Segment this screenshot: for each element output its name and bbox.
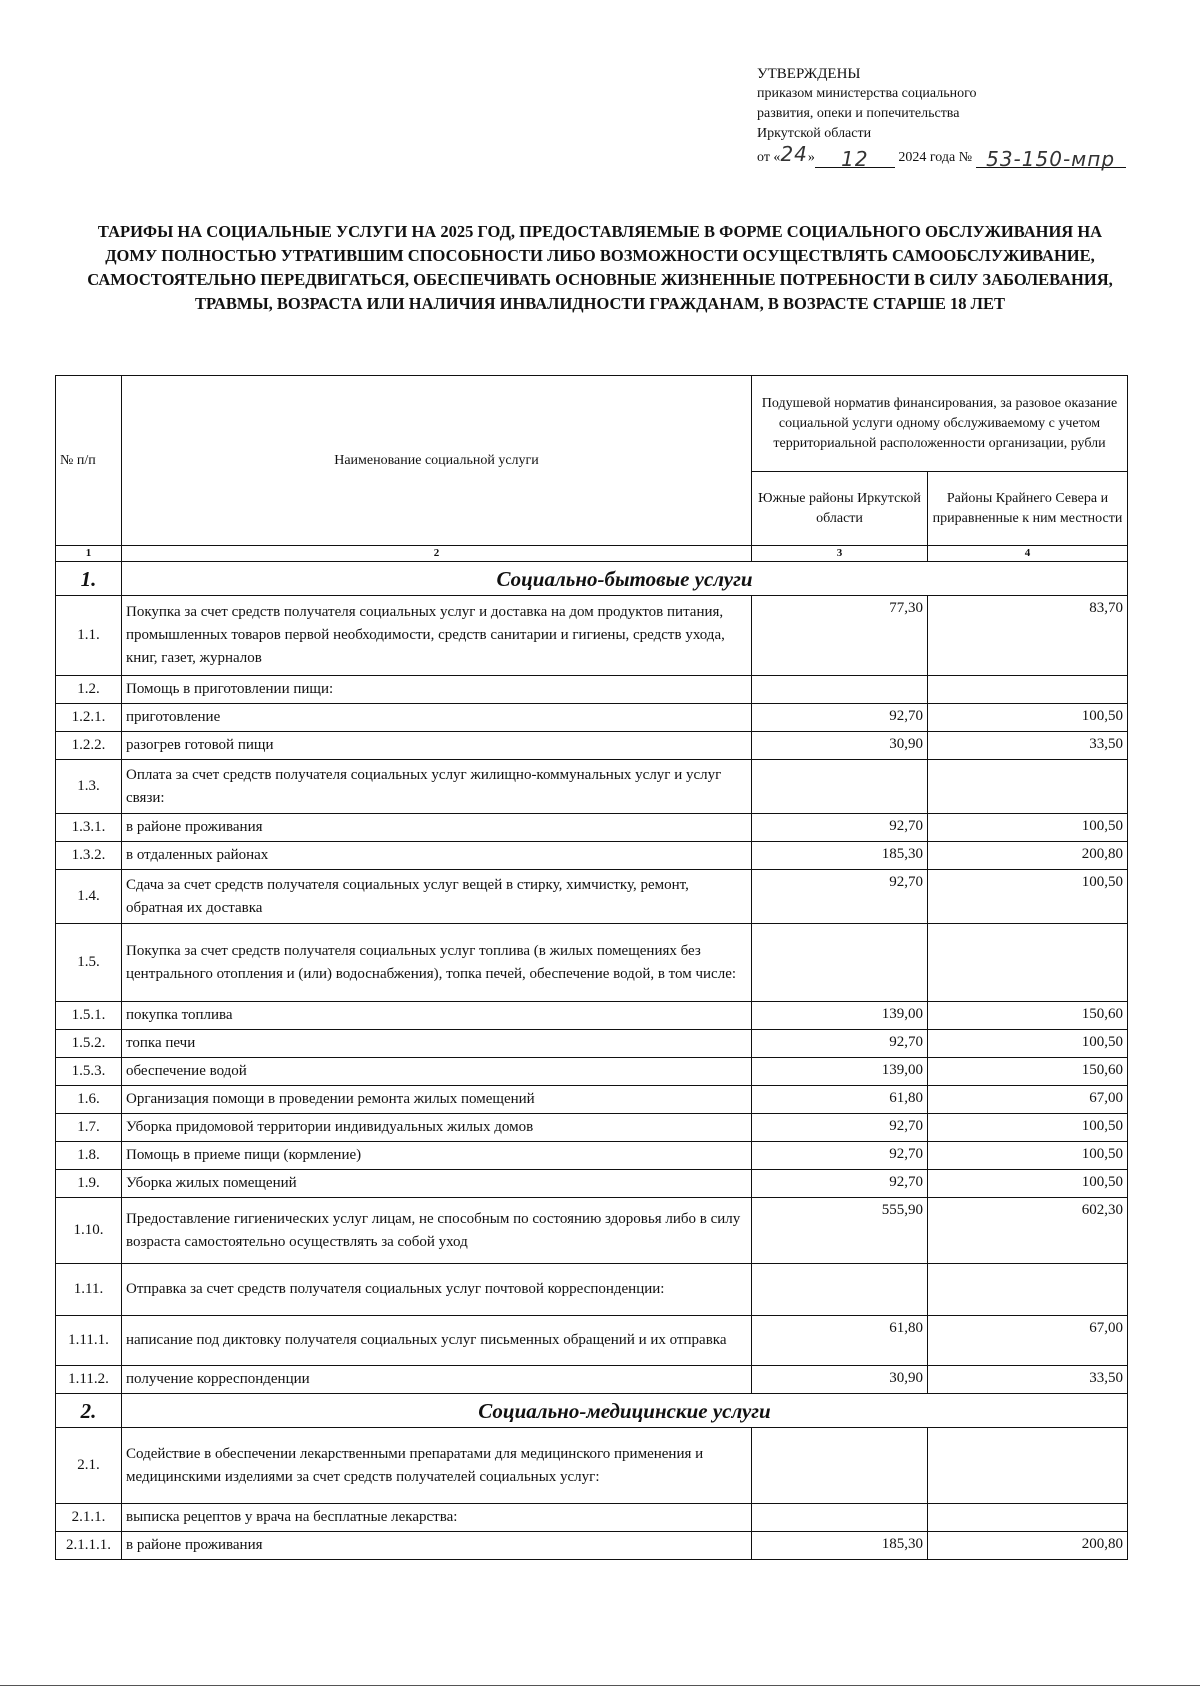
date-prefix: от « bbox=[757, 150, 781, 165]
approval-line-1: приказом министерства социального bbox=[757, 86, 977, 101]
tariff-north: 150,60 bbox=[928, 1002, 1128, 1030]
tariff-north: 100,50 bbox=[928, 704, 1128, 732]
table-row bbox=[56, 1504, 1128, 1532]
tariff-south: 92,70 bbox=[752, 1114, 928, 1142]
row-number: 1.1. bbox=[56, 596, 122, 676]
row-number: 1.6. bbox=[56, 1086, 122, 1114]
row-number: 1.2.1. bbox=[56, 704, 122, 732]
document-title: ТАРИФЫ НА СОЦИАЛЬНЫЕ УСЛУГИ НА 2025 ГОД, ПРЕДОСТАВЛЯЕМЫЕ В ФОРМЕ СОЦИАЛЬНОГО ОБСЛУЖИВАНИЯ НА ДОМУ ПОЛНОСТЬЮ УТРАТИВШИМ СПОСОБНОСТИ ЛИБО ВОЗМОЖНОСТИ ОСУЩЕСТВЛЯТЬ САМООБСЛУЖИВАНИЕ, САМОСТОЯТЕЛЬНО ПЕРЕДВИГАТЬСЯ, ОБЕСПЕЧИВАТЬ ОСНОВНЫЕ ЖИЗНЕННЫЕ ПОТРЕБНОСТИ В СИЛУ ЗАБОЛЕВАНИЯ, ТРАВМЫ, ВОЗРАСТА ИЛИ НАЛИЧИЯ ИНВАЛИДНОСТИ ГРАЖДАНАМ, В ВОЗРАСТЕ СТАРШЕ 18 ЛЕТ bbox=[87, 222, 1113, 313]
tariff-south: 185,30 bbox=[752, 1532, 928, 1560]
header-num: № п/п bbox=[56, 376, 122, 546]
service-name: Помощь в приеме пищи (кормление) bbox=[122, 1142, 752, 1170]
service-name: обеспечение водой bbox=[122, 1058, 752, 1086]
header-numbers-row bbox=[56, 546, 1128, 562]
tariff-south: 92,70 bbox=[752, 1170, 928, 1198]
row-number: 2.1.1. bbox=[56, 1504, 122, 1532]
row-number: 1.5.2. bbox=[56, 1030, 122, 1058]
tariff-south: 61,80 bbox=[752, 1086, 928, 1114]
tariff-north: 83,70 bbox=[928, 596, 1128, 676]
table-row bbox=[56, 814, 1128, 842]
tariff-south bbox=[752, 1504, 928, 1532]
approval-date-line bbox=[757, 142, 1177, 171]
section-number: 2. bbox=[56, 1394, 122, 1428]
date-month-blank bbox=[815, 147, 895, 171]
tariff-north: 602,30 bbox=[928, 1198, 1128, 1264]
service-name: получение корреспонденции bbox=[122, 1366, 752, 1394]
section-number: 1. bbox=[56, 562, 122, 596]
service-name: разогрев готовой пищи bbox=[122, 732, 752, 760]
service-name: выписка рецептов у врача на бесплатные лекарства: bbox=[122, 1504, 752, 1532]
tariff-south: 139,00 bbox=[752, 1002, 928, 1030]
table-row bbox=[56, 676, 1128, 704]
table-row bbox=[56, 760, 1128, 814]
row-number: 1.9. bbox=[56, 1170, 122, 1198]
order-number-blank bbox=[976, 147, 1126, 171]
tariff-north: 100,50 bbox=[928, 814, 1128, 842]
tariff-north: 67,00 bbox=[928, 1086, 1128, 1114]
row-number: 1.7. bbox=[56, 1114, 122, 1142]
tariff-south bbox=[752, 1428, 928, 1504]
approval-line-3: Иркутской области bbox=[757, 126, 872, 141]
tariff-table bbox=[55, 375, 1128, 1560]
tariff-south bbox=[752, 676, 928, 704]
header-col-number: 2 bbox=[122, 546, 752, 562]
approval-line-2: развития, опеки и попечительства bbox=[757, 106, 960, 121]
service-name: написание под диктовку получателя социальных услуг письменных обращений и их отправка bbox=[122, 1316, 752, 1366]
tariff-south bbox=[752, 924, 928, 1002]
header-col-number: 4 bbox=[928, 546, 1128, 562]
tariff-north bbox=[928, 1504, 1128, 1532]
service-name: Организация помощи в проведении ремонта жилых помещений bbox=[122, 1086, 752, 1114]
table-row bbox=[56, 1142, 1128, 1170]
table-row bbox=[56, 1532, 1128, 1560]
row-number: 1.4. bbox=[56, 870, 122, 924]
section-row bbox=[56, 562, 1128, 596]
service-name: Отправка за счет средств получателя социальных услуг почтовой корреспонденции: bbox=[122, 1264, 752, 1316]
tariff-north bbox=[928, 760, 1128, 814]
tariff-south: 185,30 bbox=[752, 842, 928, 870]
tariff-south bbox=[752, 1264, 928, 1316]
bottom-divider bbox=[0, 1685, 1200, 1686]
tariff-north bbox=[928, 924, 1128, 1002]
header-south: Южные районы Иркутской области bbox=[752, 472, 928, 546]
table-row bbox=[56, 1086, 1128, 1114]
header-norm: Подушевой норматив финансирования, за разовое оказание социальной услуги одному обслуживаемому с учетом территориальной расположенности организации, рубли bbox=[752, 376, 1128, 472]
row-number: 1.3. bbox=[56, 760, 122, 814]
tariff-north bbox=[928, 676, 1128, 704]
service-name: в районе проживания bbox=[122, 814, 752, 842]
table-row bbox=[56, 1030, 1128, 1058]
section-title: Социально-медицинские услуги bbox=[122, 1394, 1128, 1428]
service-name: Помощь в приготовлении пищи: bbox=[122, 676, 752, 704]
service-name: Содействие в обеспечении лекарственными препаратами для медицинского применения и медицинскими изделиями за счет средств получателей социальных услуг: bbox=[122, 1428, 752, 1504]
tariff-north bbox=[928, 1428, 1128, 1504]
service-name: Уборка придомовой территории индивидуальных жилых домов bbox=[122, 1114, 752, 1142]
row-number: 2.1.1.1. bbox=[56, 1532, 122, 1560]
tariff-north: 33,50 bbox=[928, 1366, 1128, 1394]
section-row bbox=[56, 1394, 1128, 1428]
row-number: 1.2.2. bbox=[56, 732, 122, 760]
tariff-north: 200,80 bbox=[928, 842, 1128, 870]
section-title: Социально-бытовые услуги bbox=[122, 562, 1128, 596]
date-month: 12 bbox=[841, 147, 869, 171]
tariff-south: 92,70 bbox=[752, 870, 928, 924]
tariff-south bbox=[752, 760, 928, 814]
table-row bbox=[56, 924, 1128, 1002]
tariff-north: 100,50 bbox=[928, 1114, 1128, 1142]
service-name: Покупка за счет средств получателя социальных услуг топлива (в жилых помещениях без центрального отопления и (или) водоснабжения), топка печей, обеспечение водой, в том числе: bbox=[122, 924, 752, 1002]
service-name: Сдача за счет средств получателя социальных услуг вещей в стирку, химчистку, ремонт, обратная их доставка bbox=[122, 870, 752, 924]
table-row bbox=[56, 1428, 1128, 1504]
tariff-north: 33,50 bbox=[928, 732, 1128, 760]
service-name: в районе проживания bbox=[122, 1532, 752, 1560]
table-row bbox=[56, 1316, 1128, 1366]
table-row bbox=[56, 1366, 1128, 1394]
date-day: 24 bbox=[780, 142, 808, 166]
row-number: 1.5.3. bbox=[56, 1058, 122, 1086]
row-number: 1.5. bbox=[56, 924, 122, 1002]
header-col-number: 3 bbox=[752, 546, 928, 562]
row-number: 1.3.1. bbox=[56, 814, 122, 842]
row-number: 1.11. bbox=[56, 1264, 122, 1316]
service-name: Оплата за счет средств получателя социальных услуг жилищно-коммунальных услуг и услуг связи: bbox=[122, 760, 752, 814]
row-number: 1.11.1. bbox=[56, 1316, 122, 1366]
tariff-south: 139,00 bbox=[752, 1058, 928, 1086]
table-row bbox=[56, 1170, 1128, 1198]
row-number: 1.8. bbox=[56, 1142, 122, 1170]
table-row bbox=[56, 870, 1128, 924]
header-col-number: 1 bbox=[56, 546, 122, 562]
tariff-south: 30,90 bbox=[752, 1366, 928, 1394]
tariff-south: 30,90 bbox=[752, 732, 928, 760]
service-name: Предоставление гигиенических услуг лицам, не способным по состоянию здоровья либо в силу возраста самостоятельно осуществлять за собой уход bbox=[122, 1198, 752, 1264]
date-year: 2024 года № bbox=[898, 150, 973, 165]
service-name: покупка топлива bbox=[122, 1002, 752, 1030]
tariff-north: 100,50 bbox=[928, 1030, 1128, 1058]
header-name: Наименование социальной услуги bbox=[122, 376, 752, 546]
table-row bbox=[56, 1264, 1128, 1316]
service-name: в отдаленных районах bbox=[122, 842, 752, 870]
table-row bbox=[56, 1058, 1128, 1086]
row-number: 1.11.2. bbox=[56, 1366, 122, 1394]
tariff-table-body bbox=[56, 376, 1128, 1560]
order-number: 53-150-мпр bbox=[986, 147, 1116, 171]
tariff-north: 67,00 bbox=[928, 1316, 1128, 1366]
table-row bbox=[56, 1002, 1128, 1030]
tariff-south: 92,70 bbox=[752, 1030, 928, 1058]
tariff-south: 92,70 bbox=[752, 814, 928, 842]
table-row bbox=[56, 596, 1128, 676]
table-row bbox=[56, 842, 1128, 870]
tariff-south: 555,90 bbox=[752, 1198, 928, 1264]
row-number: 2.1. bbox=[56, 1428, 122, 1504]
tariff-south: 61,80 bbox=[752, 1316, 928, 1366]
tariff-south: 92,70 bbox=[752, 1142, 928, 1170]
service-name: Уборка жилых помещений bbox=[122, 1170, 752, 1198]
header-north: Районы Крайнего Севера и приравненные к ним местности bbox=[928, 472, 1128, 546]
tariff-north: 100,50 bbox=[928, 870, 1128, 924]
table-row bbox=[56, 704, 1128, 732]
tariff-north: 100,50 bbox=[928, 1170, 1128, 1198]
tariff-north bbox=[928, 1264, 1128, 1316]
row-number: 1.3.2. bbox=[56, 842, 122, 870]
row-number: 1.10. bbox=[56, 1198, 122, 1264]
date-mid: » bbox=[807, 150, 815, 165]
tariff-north: 150,60 bbox=[928, 1058, 1128, 1086]
tariff-south: 77,30 bbox=[752, 596, 928, 676]
row-number: 1.5.1. bbox=[56, 1002, 122, 1030]
service-name: приготовление bbox=[122, 704, 752, 732]
tariff-south: 92,70 bbox=[752, 704, 928, 732]
row-number: 1.2. bbox=[56, 676, 122, 704]
table-row bbox=[56, 732, 1128, 760]
service-name: Покупка за счет средств получателя социальных услуг и доставка на дом продуктов питания, промышленных товаров первой необходимости, средств санитарии и гигиены, средств ухода, книг, газет, журналов bbox=[122, 596, 752, 676]
tariff-north: 200,80 bbox=[928, 1532, 1128, 1560]
tariff-north: 100,50 bbox=[928, 1142, 1128, 1170]
approval-heading: УТВЕРЖДЕНЫ bbox=[757, 66, 861, 82]
table-row bbox=[56, 1198, 1128, 1264]
table-row bbox=[56, 1114, 1128, 1142]
approval-block bbox=[757, 64, 1177, 171]
service-name: топка печи bbox=[122, 1030, 752, 1058]
header-row-1 bbox=[56, 376, 1128, 472]
